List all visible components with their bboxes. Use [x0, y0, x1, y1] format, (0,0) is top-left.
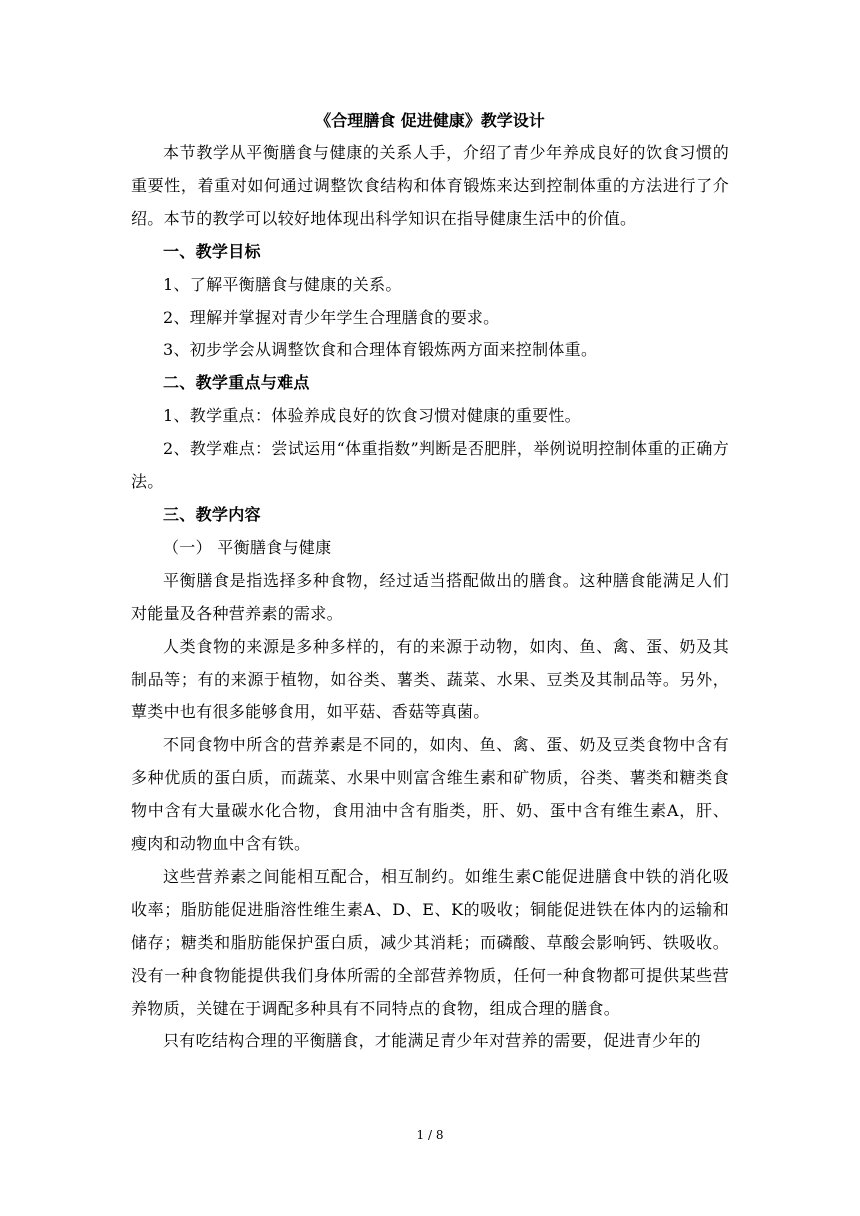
body-paragraph: 2、教学难点：尝试运用“体重指数”判断是否肥胖，举例说明控制体重的正确方法。	[131, 439, 729, 492]
section-heading: 二、教学重点与难点	[163, 373, 310, 393]
document-body	[131, 137, 729, 1058]
body-paragraph: 2、理解并掌握对青少年学生合理膳食的要求。	[163, 307, 500, 327]
body-paragraph: （一） 平衡膳食与健康	[163, 537, 332, 557]
body-paragraph: 只有吃结构合理的平衡膳食，才能满足青少年对营养的需要，促进青少年的	[163, 1031, 701, 1051]
body-paragraph: 1、了解平衡膳食与健康的关系。	[163, 274, 402, 294]
body-paragraph: 人类食物的来源是多种多样的，有的来源于动物，如肉、鱼、禽、蛋、奶及其制品等；有的来源于植物，如谷类、薯类、蔬菜、水果、豆类及其制品等。另外，蕈类中也有很多能够食用，如平菇、香菇等真菌。	[131, 636, 729, 722]
body-paragraph: 3、初步学会从调整饮食和合理体育锻炼两方面来控制体重。	[163, 340, 598, 360]
body-paragraph: 本节教学从平衡膳食与健康的关系人手，介绍了青少年养成良好的饮食习惯的重要性，着重对如何通过调整饮食结构和体育锻炼来达到控制体重的方法进行了介绍。本节的教学可以较好地体现出科学知识在指导健康生活中的价值。	[131, 143, 729, 228]
body-paragraph: 平衡膳食是指选择多种食物，经过适当搭配做出的膳食。这种膳食能满足人们对能量及各种营养素的需求。	[131, 570, 729, 623]
section-heading: 三、教学内容	[163, 504, 261, 524]
body-paragraph: 这些营养素之间能相互配合，相互制约。如维生素C能促进膳食中铁的消化吸收率；脂肪能促进脂溶性维生素A、D、E、K的吸收；铜能促进铁在体内的运输和储存；糖类和脂肪能保护蛋白质，减少其消耗；而磷酸、草酸会影响钙、铁吸收。没有一种食物能提供我们身体所需的全部营养物质，任何一种食物都可提供某些营养物质，关键在于调配多种具有不同特点的食物，组成合理的膳食。	[131, 866, 729, 1018]
document-title: 《合理膳食 促进健康》教学设计	[315, 111, 545, 130]
document-page	[131, 100, 729, 1058]
body-paragraph: 1、教学重点：体验养成良好的饮食习惯对健康的重要性。	[163, 406, 581, 426]
page-number: 1 / 8	[416, 1128, 444, 1142]
section-heading: 一、教学目标	[163, 241, 261, 261]
body-paragraph: 不同食物中所含的营养素是不同的，如肉、鱼、禽、蛋、奶及豆类食物中含有多种优质的蛋白质，而蔬菜、水果中则富含维生素和矿物质，谷类、薯类和糖类食物中含有大量碳水化合物，食用油中含有脂类，肝、奶、蛋中含有维生素A，肝、瘦肉和动物血中含有铁。	[131, 735, 729, 854]
